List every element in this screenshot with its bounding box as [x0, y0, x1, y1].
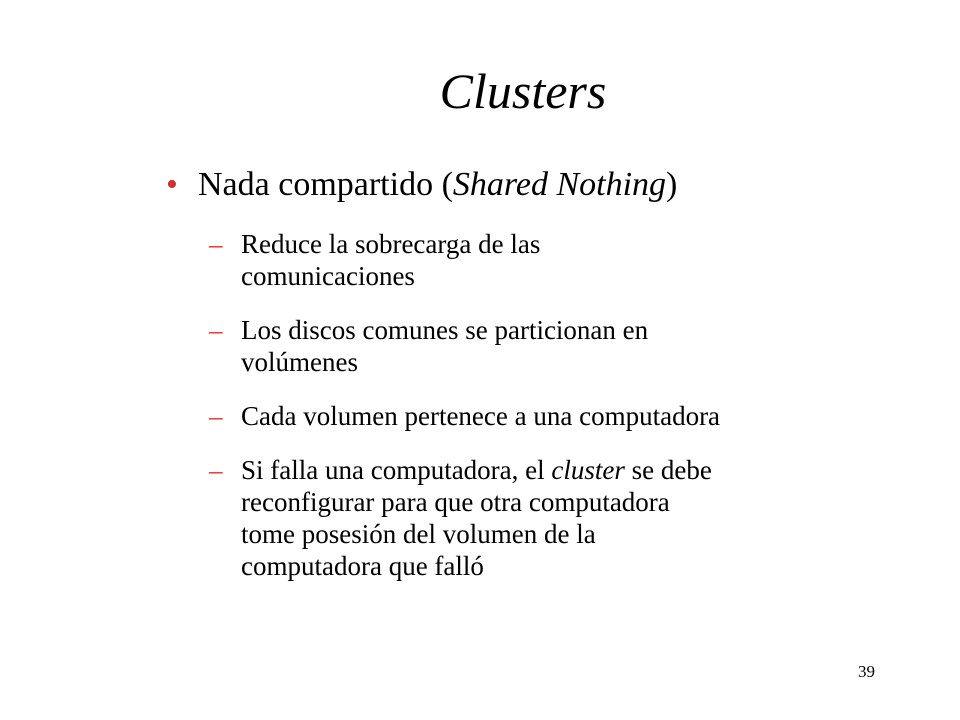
sub-item-text	[241, 314, 921, 378]
main-bullet-text-start: Nada compartido (	[198, 166, 453, 203]
sub-item-line: Cada volumen pertenece a una computadora	[241, 401, 721, 431]
main-bullet-text	[198, 163, 677, 207]
main-bullet	[166, 163, 677, 207]
sub-item-line: computadora que falló	[241, 551, 484, 581]
main-bullet-text-italic: Shared Nothing	[452, 166, 667, 203]
dash-marker: –	[209, 315, 223, 345]
sub-item-line-start: Si falla una computadora, el	[241, 455, 552, 485]
sub-item-text	[241, 400, 921, 432]
sub-item-line-italic: cluster	[551, 455, 625, 485]
slide-title: Clusters	[439, 63, 607, 119]
dash-marker: –	[209, 229, 223, 259]
dash-marker: –	[209, 401, 223, 431]
main-bullet-text-end: )	[666, 166, 678, 203]
sub-item-line: tome posesión del volumen de la	[241, 519, 596, 549]
sub-item-line: comunicaciones	[241, 261, 415, 291]
sub-item-line	[241, 454, 921, 486]
sub-item-overhead	[209, 228, 921, 292]
sub-item-partition	[209, 314, 921, 378]
sub-item-line: Los discos comunes se particionan en	[241, 315, 649, 345]
sub-item-line: Reduce la sobrecarga de las	[241, 229, 541, 259]
sub-item-text	[241, 228, 921, 292]
sub-item-failover	[209, 454, 921, 582]
sub-item-volume-owner	[209, 400, 921, 432]
sub-item-text	[241, 454, 921, 582]
sub-item-line-end: se debe	[624, 455, 712, 485]
sub-item-line: reconfigurar para que otra computadora	[241, 487, 670, 517]
dash-marker: –	[209, 455, 223, 485]
bullet-marker: •	[166, 166, 178, 203]
page-number: 39	[858, 662, 875, 681]
sub-item-line: volúmenes	[241, 347, 358, 377]
